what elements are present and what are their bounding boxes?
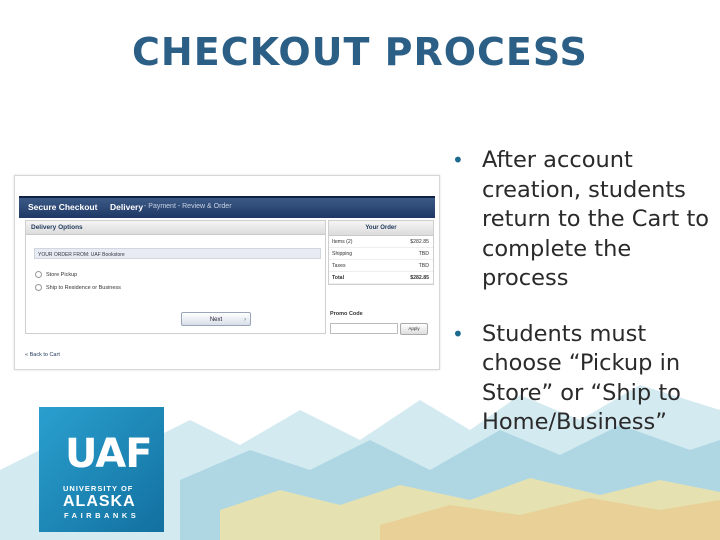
bullet-item — [452, 320, 714, 438]
ship-option[interactable] — [35, 284, 121, 291]
slide-title: CHECKOUT PROCESS — [132, 30, 588, 74]
promo-code-input[interactable] — [330, 323, 398, 334]
bullet-text: After account creation, students return to the Cart to complete the process — [482, 147, 710, 291]
promo-code-label: Promo Code — [330, 311, 363, 317]
order-row — [329, 248, 433, 260]
option-label: Ship to Residence or Business — [46, 284, 121, 291]
bullet-icon: • — [452, 148, 464, 172]
order-row-value: TBD — [418, 263, 429, 269]
bullet-text: Students must choose “Pickup in Store” or “Ship to Home/Business” — [482, 320, 681, 435]
checkout-header — [19, 196, 435, 218]
your-order-panel — [328, 220, 434, 285]
order-row-label: Total — [332, 275, 345, 281]
step-delivery: Delivery — [110, 202, 144, 212]
delivery-options-panel — [25, 220, 326, 334]
order-from-bar: YOUR ORDER FROM: UAF Bookstore — [34, 248, 321, 259]
chevron-right-icon: › — [244, 317, 246, 323]
bullet-item — [452, 146, 714, 294]
order-row-label: Items (2) — [332, 239, 353, 245]
logo-line: ALASKA — [63, 493, 136, 510]
radio-icon[interactable] — [35, 284, 42, 291]
order-row-label: Shipping — [332, 251, 353, 257]
uaf-logo — [39, 407, 164, 532]
checkout-title: Secure Checkout — [28, 202, 98, 212]
bullet-list — [452, 146, 714, 464]
order-row-value: $282.85 — [410, 239, 429, 245]
radio-icon[interactable] — [35, 271, 42, 278]
step-list: - Payment - Review & Order — [144, 203, 232, 210]
order-row — [329, 260, 433, 272]
store-pickup-option[interactable] — [35, 271, 77, 278]
logo-line: UNIVERSITY OF — [63, 484, 134, 493]
bullet-icon: • — [452, 321, 464, 346]
order-row-value: TBD — [418, 251, 429, 257]
logo-mark: UAF — [65, 431, 152, 477]
order-total-row — [329, 272, 433, 284]
next-label: Next — [209, 317, 223, 323]
order-row-label: Taxes — [332, 263, 346, 269]
option-label: Store Pickup — [46, 271, 78, 278]
your-order-title: Your Order — [329, 221, 433, 236]
order-row — [329, 236, 433, 248]
checkout-screenshot — [14, 175, 440, 370]
logo-line: FAIRBANKS — [64, 511, 140, 520]
delivery-options-title: Delivery Options — [26, 221, 325, 235]
next-button[interactable] — [181, 312, 251, 326]
apply-button[interactable]: Apply — [400, 323, 428, 335]
order-row-value: $282.85 — [410, 275, 429, 281]
back-to-cart-link[interactable]: « Back to Cart — [25, 352, 60, 358]
